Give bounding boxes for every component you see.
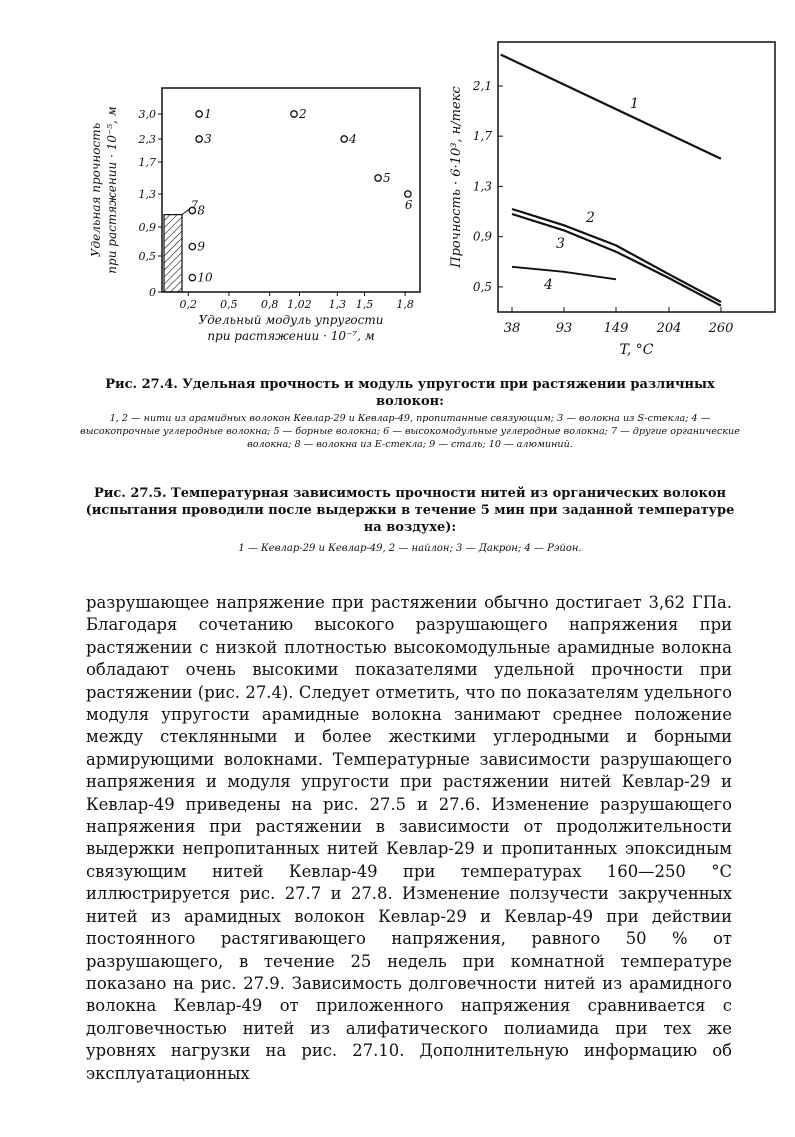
x-axis-label: Удельный модуль упругости — [198, 313, 384, 327]
body-text — [86, 592, 732, 1085]
point-2-label: 2 — [299, 107, 307, 121]
point-5 — [375, 175, 381, 181]
point-4-label: 4 — [349, 132, 357, 146]
y-tick-label: 0,5 — [472, 279, 492, 294]
series-1-line — [501, 55, 721, 159]
point-9-label: 9 — [197, 239, 205, 254]
x-tick-label: 0,2 — [179, 298, 198, 311]
y-axis-label: при растяжении · 10⁻⁵, м — [105, 106, 119, 274]
point-5-label: 5 — [383, 171, 391, 185]
point-1-label: 1 — [204, 107, 212, 121]
figure-27-4-svg — [80, 78, 430, 363]
figure-27-5-svg — [440, 36, 780, 366]
y-tick-label: 0,9 — [138, 221, 156, 234]
y-tick-label: 1,3 — [138, 188, 156, 201]
figure-27-4-caption: Рис. 27.4. Удельная прочность и модуль упругости при растяжении различных волокон: — [105, 377, 715, 409]
x-tick-label: 0,8 — [260, 298, 279, 311]
point-10-label: 10 — [197, 270, 213, 285]
y-axis-label-group — [89, 106, 119, 273]
x-tick-label: 0,5 — [220, 298, 238, 311]
point-6-label: 6 — [404, 198, 413, 212]
x-tick-label: 1,3 — [328, 298, 347, 311]
y-tick-label: 1,7 — [472, 129, 492, 144]
y-tick-label: 0 — [149, 286, 156, 299]
y-tick-label: 2,1 — [472, 78, 492, 93]
figure-27-5-legend: 1 — Кевлар-29 и Кевлар-49, 2 — найлон; 3 — Дакрон; 4 — Рэйон. — [238, 543, 582, 554]
plot-frame — [162, 88, 420, 292]
point-8-label: 8 — [197, 203, 205, 218]
figure-27-4-legend: 1, 2 — нити из арамидных волокон Кевлар-29 и Кевлар-49, пропитанные связующим; 3 — волокна из S-стекла; 4 — высокопрочные углеродные волокна; 5 — борные волокна; 6 — высокомодульные углеродные волокна; 7 — другие органические волокна; 8 — волокна из E-стекла; 9 — сталь; 10 — алюминий. — [80, 413, 740, 450]
x-tick-label: 1,02 — [287, 298, 312, 311]
point-3-label: 3 — [204, 132, 212, 146]
figure-27-5-caption: Рис. 27.5. Температурная зависимость прочности нитей из органических волокон (испытания проводили после выдержки в течение 5 мин при заданной температуре на воздухе): — [85, 486, 735, 535]
y-tick-label: 2,3 — [138, 133, 156, 146]
point-10 — [189, 274, 195, 280]
figure-27-4-scatter-chart — [80, 78, 430, 363]
point-9 — [189, 243, 195, 249]
y-tick-label: 0,9 — [472, 229, 492, 244]
body-paragraph: разрушающее напряжение при растяжении обычно достигает 3,62 ГПа. Благодаря сочетанию высокого разрушающего напряжения при растяжении с низкой плотностью высокомодульные арамидные волокна обладают очень высокими показателями удельной прочности при растяжении (рис. 27.4). Следует отметить, что по показателям удельного модуля упругости арамидные волокна занимают среднее положение между стеклянными и более жесткими углеродными и борными армирующими волокнами. Температурные зависимости разрушающего напряжения и модуля упругости при растяжении нитей Кевлар-29 и Кевлар-49 приведены на рис. 27.5 и 27.6. Изменение разрушающего напряжения при растяжении в зависимости от продолжительности выдержки непропитанных нитей Кевлар-29 и пропитанных эпоксидным связующим нитей Кевлар-49 при температурах 160—250 °С иллюстрируется рис. 27.7 и 27.8. Изменение ползучести закрученных нитей из арамидных волокон Кевлар-29 и Кевлар-49 при действии постоянного растягивающего напряжения, равного 50 % от разрушающего, в течение 25 недель при комнатной температуре показано на рис. 27.9. Зависимость долговечности нитей из арамидного волокна Кевлар-49 от приложенного напряжения сравнивается с долговечностью нитей из алифатического полиамида при тех же уровнях нагрузки на рис. 27.10. Дополнительную информацию об эксплуатационных — [86, 593, 732, 1083]
point-4 — [341, 136, 347, 142]
figure-27-5-line-chart — [440, 36, 780, 366]
x-tick-label: 149 — [603, 321, 629, 336]
y-tick-label: 0,5 — [138, 250, 156, 263]
series-3-label: 3 — [556, 236, 565, 252]
point-1 — [196, 111, 202, 117]
series-1-label: 1 — [630, 96, 639, 112]
y-axis-label: Удельная прочность — [89, 122, 103, 258]
plot-frame — [498, 42, 775, 312]
bar-7 — [164, 215, 182, 292]
point-6 — [405, 191, 411, 197]
x-axis-label: при растяжении · 10⁻⁷, м — [207, 329, 375, 343]
series-4-label: 4 — [544, 277, 553, 293]
x-tick-label: 1,8 — [396, 298, 414, 311]
y-axis-label-group — [449, 86, 464, 269]
x-tick-label: 38 — [503, 321, 521, 336]
x-tick-label: 1,5 — [355, 298, 374, 311]
y-tick-label: 3,0 — [138, 108, 156, 121]
x-tick-label: 93 — [555, 321, 573, 336]
x-axis-label: T, °C — [619, 342, 654, 358]
series-2-label: 2 — [586, 210, 595, 226]
y-axis-label: Прочность · 6·10³, н/текс — [449, 86, 464, 268]
y-tick-label: 1,7 — [138, 156, 156, 169]
point-2 — [291, 111, 297, 117]
series-4-line — [512, 267, 616, 280]
x-tick-label: 204 — [656, 321, 682, 336]
x-tick-label: 260 — [708, 321, 734, 336]
point-3 — [196, 136, 202, 142]
y-tick-label: 1,3 — [472, 179, 492, 194]
bar-7-label: 7 — [191, 198, 198, 212]
